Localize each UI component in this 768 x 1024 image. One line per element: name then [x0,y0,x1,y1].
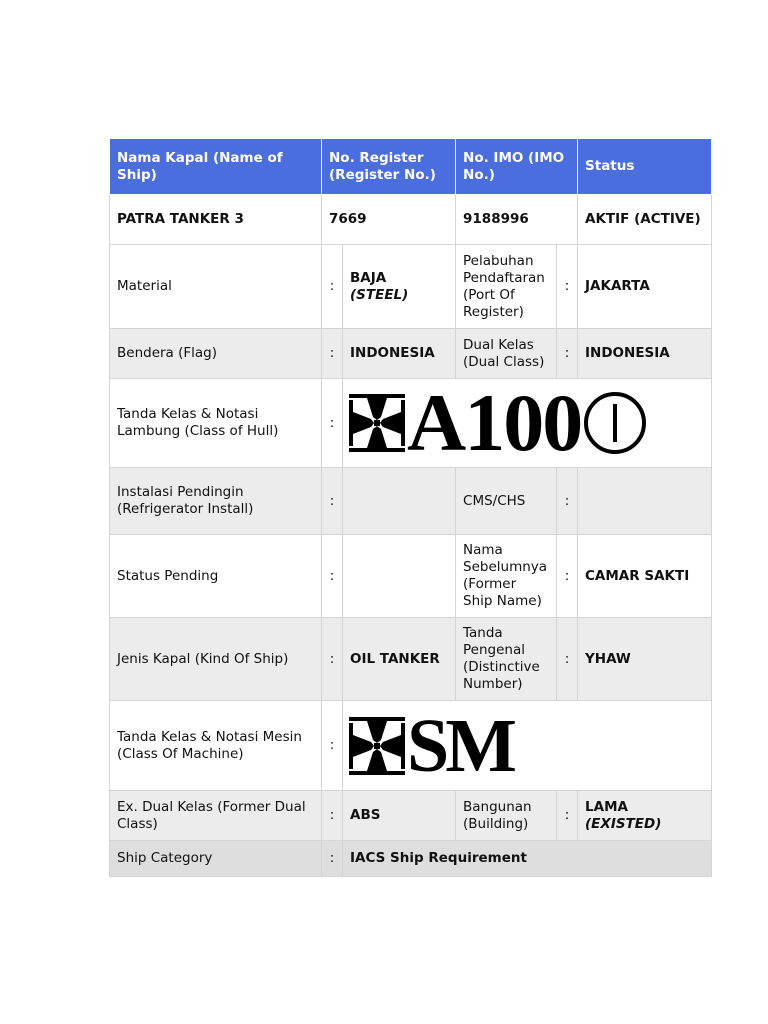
label-status-pending: Status Pending [110,535,322,618]
colon: : [322,329,343,379]
imo-no: 9188996 [456,195,578,245]
label-dual-class: Dual Kelas (Dual Class) [456,329,557,379]
colon: : [322,468,343,535]
row-material [110,245,712,329]
class-machine-symbol [347,703,707,788]
label-former-dual: Ex. Dual Kelas (Former Dual Class) [110,791,322,841]
value-building: LAMA (EXISTED) [578,791,712,841]
value-material: BAJA (STEEL) [343,245,456,329]
value-former-name: CAMAR SAKTI [578,535,712,618]
row-former-dual [110,791,712,841]
colon: : [322,701,343,791]
ship-id-row [110,195,712,245]
label-material: Material [110,245,322,329]
maltese-cross-icon [347,715,407,777]
class-hull-symbol [347,377,707,468]
row-class-machine [110,701,712,791]
colon: : [322,379,343,468]
label-cms-chs: CMS/CHS [456,468,557,535]
colon: : [322,791,343,841]
colon: : [322,618,343,701]
row-class-hull [110,379,712,468]
value-category: IACS Ship Requirement [343,841,712,877]
header-ship-name: Nama Kapal (Name of Ship) [110,139,322,195]
colon: : [557,791,578,841]
value-flag: INDONESIA [343,329,456,379]
label-distinctive: Tanda Pengenal (Distinctive Number) [456,618,557,701]
class-hull-text: A100 [407,377,582,468]
row-refrigerator [110,468,712,535]
colon: : [322,245,343,329]
ship-status: AKTIF (ACTIVE) [578,195,712,245]
value-port-register: JAKARTA [578,245,712,329]
header-imo-no: No. IMO (IMO No.) [456,139,578,195]
value-former-dual: ABS [343,791,456,841]
row-kind-ship [110,618,712,701]
label-category: Ship Category [110,841,322,877]
label-former-name: Nama Sebelumnya (Former Ship Name) [456,535,557,618]
colon: : [322,841,343,877]
colon: : [557,468,578,535]
value-status-pending [343,535,456,618]
value-class-hull [343,379,712,468]
row-category [110,841,712,877]
label-class-machine: Tanda Kelas & Notasi Mesin (Class Of Machine) [110,701,322,791]
header-status: Status [578,139,712,195]
colon: : [557,618,578,701]
label-kind-ship: Jenis Kapal (Kind Of Ship) [110,618,322,701]
header-row [110,139,712,195]
label-flag: Bendera (Flag) [110,329,322,379]
value-class-machine [343,701,712,791]
colon: : [557,535,578,618]
label-class-hull: Tanda Kelas & Notasi Lambung (Class of Hull) [110,379,322,468]
row-status-pending [110,535,712,618]
label-refrigerator: Instalasi Pendingin (Refrigerator Install) [110,468,322,535]
value-dual-class: INDONESIA [578,329,712,379]
colon: : [322,535,343,618]
circle-one-icon [583,391,647,455]
colon: : [557,245,578,329]
ship-info-table [109,138,712,877]
ship-register-sheet [109,138,711,877]
register-no: 7669 [322,195,456,245]
value-kind-ship: OIL TANKER [343,618,456,701]
maltese-cross-icon [347,392,407,454]
value-cms-chs [578,468,712,535]
label-building: Bangunan (Building) [456,791,557,841]
ship-name: PATRA TANKER 3 [110,195,322,245]
row-flag [110,329,712,379]
value-distinctive: YHAW [578,618,712,701]
value-refrigerator [343,468,456,535]
colon: : [557,329,578,379]
class-machine-text: SM [407,703,513,788]
label-port-register: Pelabuhan Pendaftaran (Port Of Register) [456,245,557,329]
header-register-no: No. Register (Register No.) [322,139,456,195]
